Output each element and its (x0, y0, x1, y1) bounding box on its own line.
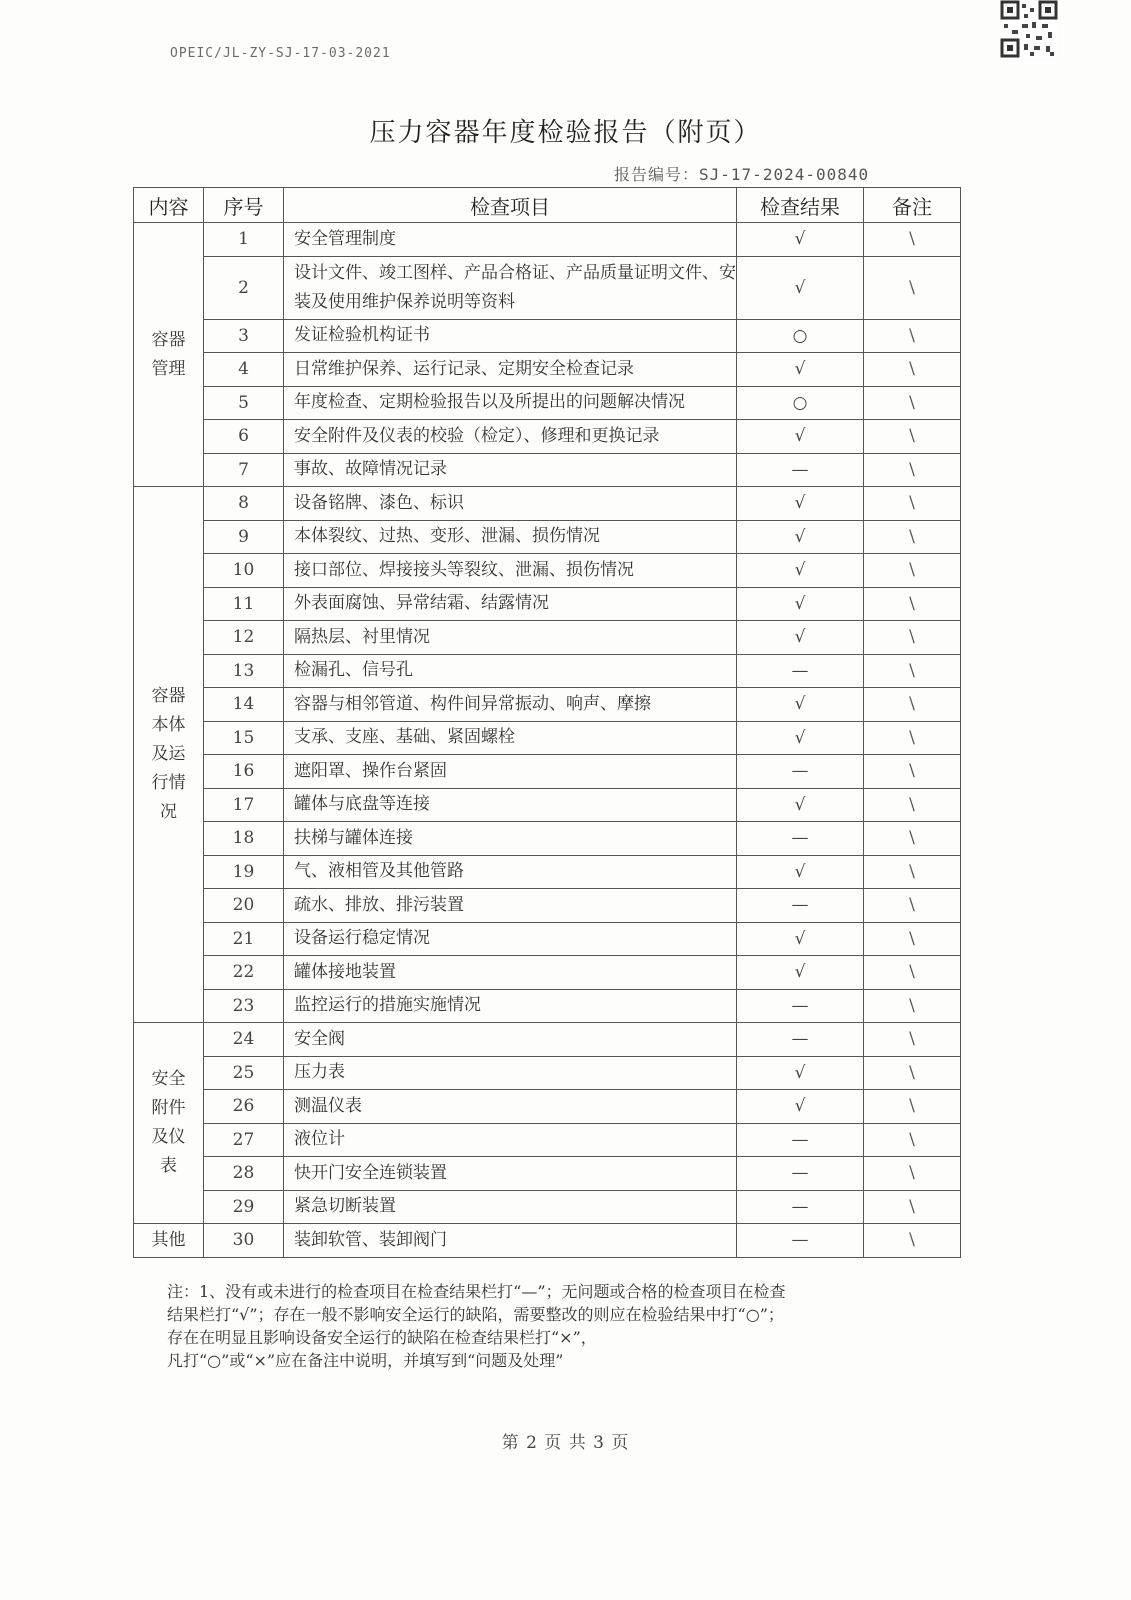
row-number: 19 (204, 855, 284, 889)
check-item: 扶梯与罐体连接 (284, 822, 737, 856)
row-number: 4 (204, 353, 284, 387)
table-row (134, 855, 961, 889)
document-code: OPEIC/JL-ZY-SJ-17-03-2021 (170, 46, 391, 61)
check-item: 罐体与底盘等连接 (284, 788, 737, 822)
remark-cell: \ (864, 453, 961, 487)
check-result: √ (737, 688, 864, 722)
remark-cell: \ (864, 1157, 961, 1191)
header-category: 内容 (134, 188, 204, 223)
remark-cell: \ (864, 1056, 961, 1090)
check-item: 检漏孔、信号孔 (284, 654, 737, 688)
table-row (134, 922, 961, 956)
report-number (614, 162, 869, 185)
check-result: √ (737, 223, 864, 257)
row-number: 22 (204, 956, 284, 990)
check-item: 紧急切断装置 (284, 1190, 737, 1224)
check-item: 本体裂纹、过热、变形、泄漏、损伤情况 (284, 520, 737, 554)
table-row (134, 353, 961, 387)
row-number: 24 (204, 1023, 284, 1057)
check-item: 气、液相管及其他管路 (284, 855, 737, 889)
check-result: — (737, 1190, 864, 1224)
table-row (134, 256, 961, 319)
check-result: √ (737, 855, 864, 889)
check-item: 支承、支座、基础、紧固螺栓 (284, 721, 737, 755)
remark-cell: \ (864, 889, 961, 923)
remark-cell: \ (864, 1224, 961, 1258)
row-number: 18 (204, 822, 284, 856)
table-row (134, 1157, 961, 1191)
check-result: √ (737, 922, 864, 956)
check-result: — (737, 654, 864, 688)
check-result: √ (737, 621, 864, 655)
table-row (134, 223, 961, 257)
table-row (134, 654, 961, 688)
row-number: 23 (204, 989, 284, 1023)
table-row (134, 1056, 961, 1090)
check-item: 安全阀 (284, 1023, 737, 1057)
check-result: — (737, 1123, 864, 1157)
row-number: 29 (204, 1190, 284, 1224)
check-result: — (737, 1023, 864, 1057)
check-item: 监控运行的措施实施情况 (284, 989, 737, 1023)
category-cell: 容器 本体 及运 行情 况 (134, 487, 204, 1023)
remark-cell: \ (864, 855, 961, 889)
remark-cell: \ (864, 223, 961, 257)
table-row (134, 587, 961, 621)
table-body (134, 223, 961, 1258)
table-row (134, 755, 961, 789)
remark-cell: \ (864, 989, 961, 1023)
table-row (134, 889, 961, 923)
row-number: 28 (204, 1157, 284, 1191)
check-result: √ (737, 721, 864, 755)
row-number: 25 (204, 1056, 284, 1090)
check-result: — (737, 889, 864, 923)
check-result: — (737, 1157, 864, 1191)
header-number: 序号 (204, 188, 284, 223)
remark-cell: \ (864, 688, 961, 722)
table-row (134, 520, 961, 554)
check-item: 罐体接地装置 (284, 956, 737, 990)
row-number: 11 (204, 587, 284, 621)
report-number-value: SJ-17-2024-00840 (699, 165, 870, 184)
check-result: — (737, 755, 864, 789)
check-item: 日常维护保养、运行记录、定期安全检查记录 (284, 353, 737, 387)
check-result: √ (737, 1056, 864, 1090)
remark-cell: \ (864, 1123, 961, 1157)
table-row (134, 1123, 961, 1157)
remark-cell: \ (864, 1190, 961, 1224)
check-result: ○ (737, 386, 864, 420)
table-header-row (134, 188, 961, 223)
check-result: √ (737, 487, 864, 521)
check-result: — (737, 1224, 864, 1258)
check-item: 设计文件、竣工图样、产品合格证、产品质量证明文件、安装及使用维护保养说明等资料 (284, 256, 737, 319)
check-item: 装卸软管、装卸阀门 (284, 1224, 737, 1258)
check-result: √ (737, 256, 864, 319)
remark-cell: \ (864, 755, 961, 789)
remark-cell: \ (864, 554, 961, 588)
note-line: 结果栏打“√”；存在一般不影响安全运行的缺陷，需要整改的则应在检验结果中打“○”； (167, 1305, 784, 1324)
check-item: 液位计 (284, 1123, 737, 1157)
check-item: 隔热层、衬里情况 (284, 621, 737, 655)
remark-cell: \ (864, 520, 961, 554)
remark-cell: \ (864, 587, 961, 621)
row-number: 12 (204, 621, 284, 655)
check-item: 疏水、排放、排污装置 (284, 889, 737, 923)
remark-cell: \ (864, 956, 961, 990)
table-row (134, 788, 961, 822)
row-number: 30 (204, 1224, 284, 1258)
category-cell: 其他 (134, 1224, 204, 1258)
check-result: √ (737, 587, 864, 621)
row-number: 20 (204, 889, 284, 923)
table-row (134, 386, 961, 420)
check-result: √ (737, 554, 864, 588)
remark-cell: \ (864, 788, 961, 822)
remark-cell: \ (864, 621, 961, 655)
note-line: 凡打“○”或“×”应在备注中说明，并填写到“问题及处理” (167, 1351, 564, 1370)
table-row (134, 1190, 961, 1224)
remark-cell: \ (864, 487, 961, 521)
remark-cell: \ (864, 1090, 961, 1124)
remark-cell: \ (864, 256, 961, 319)
category-cell: 安全 附件 及仪 表 (134, 1023, 204, 1224)
table-row (134, 1224, 961, 1258)
notes (167, 1280, 937, 1372)
table-row (134, 1090, 961, 1124)
check-item: 发证检验机构证书 (284, 319, 737, 353)
row-number: 8 (204, 487, 284, 521)
remark-cell: \ (864, 353, 961, 387)
note-line: 存在在明显且影响设备安全运行的缺陷在检查结果栏打“×”， (167, 1328, 597, 1347)
check-result: √ (737, 1090, 864, 1124)
row-number: 27 (204, 1123, 284, 1157)
check-item: 测温仪表 (284, 1090, 737, 1124)
row-number: 26 (204, 1090, 284, 1124)
table-row (134, 1023, 961, 1057)
report-number-label: 报告编号： (614, 165, 700, 184)
check-result: √ (737, 956, 864, 990)
remark-cell: \ (864, 922, 961, 956)
header-remark: 备注 (864, 188, 961, 223)
check-item: 设备铭牌、漆色、标识 (284, 487, 737, 521)
remark-cell: \ (864, 654, 961, 688)
table-row (134, 956, 961, 990)
row-number: 6 (204, 420, 284, 454)
table-row (134, 989, 961, 1023)
check-item: 事故、故障情况记录 (284, 453, 737, 487)
check-result: √ (737, 520, 864, 554)
row-number: 7 (204, 453, 284, 487)
check-item: 接口部位、焊接接头等裂纹、泄漏、损伤情况 (284, 554, 737, 588)
remark-cell: \ (864, 420, 961, 454)
qr-code-icon (1000, 0, 1058, 58)
check-result: √ (737, 788, 864, 822)
row-number: 13 (204, 654, 284, 688)
check-result: — (737, 989, 864, 1023)
table-row (134, 453, 961, 487)
check-result: — (737, 822, 864, 856)
table-row (134, 554, 961, 588)
check-item: 容器与相邻管道、构件间异常振动、响声、摩擦 (284, 688, 737, 722)
table-row (134, 688, 961, 722)
row-number: 2 (204, 256, 284, 319)
row-number: 10 (204, 554, 284, 588)
remark-cell: \ (864, 319, 961, 353)
check-item: 安全附件及仪表的校验（检定）、修理和更换记录 (284, 420, 737, 454)
category-cell: 容器 管理 (134, 223, 204, 487)
check-result: √ (737, 353, 864, 387)
row-number: 3 (204, 319, 284, 353)
row-number: 15 (204, 721, 284, 755)
row-number: 5 (204, 386, 284, 420)
row-number: 21 (204, 922, 284, 956)
row-number: 1 (204, 223, 284, 257)
row-number: 17 (204, 788, 284, 822)
check-result: √ (737, 420, 864, 454)
table-row (134, 420, 961, 454)
remark-cell: \ (864, 1023, 961, 1057)
header-result: 检查结果 (737, 188, 864, 223)
check-result: ○ (737, 319, 864, 353)
check-result: — (737, 453, 864, 487)
remark-cell: \ (864, 386, 961, 420)
page-title: 压力容器年度检验报告（附页） (369, 118, 762, 148)
note-line: 注：1、没有或未进行的检查项目在检查结果栏打“—”；无问题或合格的检查项目在检查 (167, 1282, 786, 1301)
page-number: 第 2 页 共 3 页 (501, 1433, 630, 1453)
row-number: 14 (204, 688, 284, 722)
row-number: 9 (204, 520, 284, 554)
remark-cell: \ (864, 721, 961, 755)
inspection-table (133, 187, 961, 1258)
table-row (134, 319, 961, 353)
check-item: 压力表 (284, 1056, 737, 1090)
check-item: 年度检查、定期检验报告以及所提出的问题解决情况 (284, 386, 737, 420)
check-item: 设备运行稳定情况 (284, 922, 737, 956)
check-item: 安全管理制度 (284, 223, 737, 257)
table-row (134, 487, 961, 521)
check-item: 外表面腐蚀、异常结霜、结露情况 (284, 587, 737, 621)
check-item: 快开门安全连锁装置 (284, 1157, 737, 1191)
check-item: 遮阳罩、操作台紧固 (284, 755, 737, 789)
row-number: 16 (204, 755, 284, 789)
table-row (134, 721, 961, 755)
table-row (134, 822, 961, 856)
remark-cell: \ (864, 822, 961, 856)
table-row (134, 621, 961, 655)
header-item: 检查项目 (284, 188, 737, 223)
